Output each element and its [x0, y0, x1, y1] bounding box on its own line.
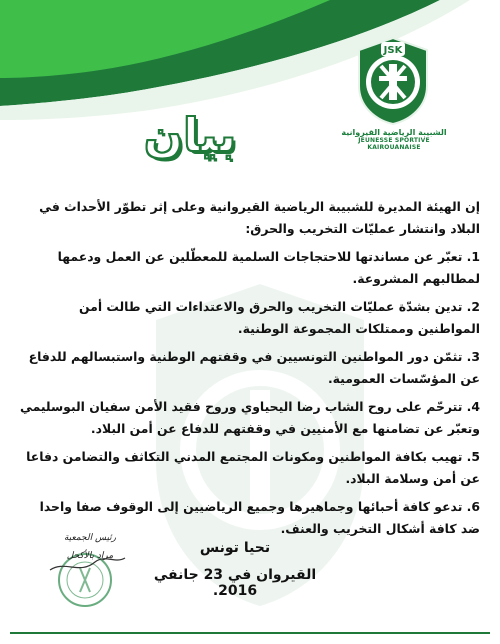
- club-logo: [355, 36, 431, 126]
- closing-slogan: تحيا تونس: [199, 540, 271, 556]
- statement-item-4: 4. تترحّم على روح الشاب رضا اليحياوي وروح فقيد الأمن سفيان البوسليمي وتعبّر عن تضامنها مع الأمنيين في وقفتهم للدفاع عن أمن البلاد.: [20, 399, 480, 436]
- statement-item-6: 6. تدعو كافة أحبائها وجماهيرها وجميع الرياضيين إلى الوقوف صفا واحدا ضد كافة أشكال التخريب والعنف.: [39, 499, 480, 536]
- statement-item-1: 1. تعبّر عن مساندتها للاحتجاجات السلمية للمعطّلين عن العمل ودعمها لمطالبهم المشروعة.: [57, 249, 480, 286]
- statement-item-5: 5. تهيب بكافة المواطنين ومكونات المجتمع المدني التكاثف والتضامن دفاعا عن أمن وسلامة البلاد.: [26, 449, 480, 486]
- logo-monogram: JSK: [383, 45, 403, 56]
- logo-caption: [338, 128, 450, 151]
- signature-title: رئيس الجمعية: [63, 533, 117, 543]
- signature-name: مراد بالأكحل: [66, 551, 114, 561]
- statement-item-2: 2. تدين بشدّة عمليّات التخريب والحرق والاعتداءات التي طالت أمن المواطنين وممتلكات المجموعة الوطنية.: [79, 299, 480, 336]
- logo-text-ar: الشبيبة الرياضية القيروانية: [341, 128, 447, 137]
- logo-text-fr: JEUNESSE SPORTIVE KAIROUANAISE: [358, 137, 430, 151]
- statement-item-3: 3. تثمّن دور المواطنين التونسيين في وقفتهم الوطنية واستبسالهم للدفاع عن المؤسّسات العمومية.: [28, 349, 480, 386]
- bottom-rule: [10, 632, 490, 634]
- statement-body: [20, 196, 480, 539]
- page-title: بيان: [143, 108, 237, 162]
- statement-intro: إن الهيئة المديرة للشبيبة الرياضية القيروانية وعلى إثر تطوّر الأحداث في البلاد وانتشار عمليّات التخريب والحرق:: [39, 199, 480, 236]
- closing-place-date: القيروان في 23 جانفي 2016.: [153, 567, 317, 599]
